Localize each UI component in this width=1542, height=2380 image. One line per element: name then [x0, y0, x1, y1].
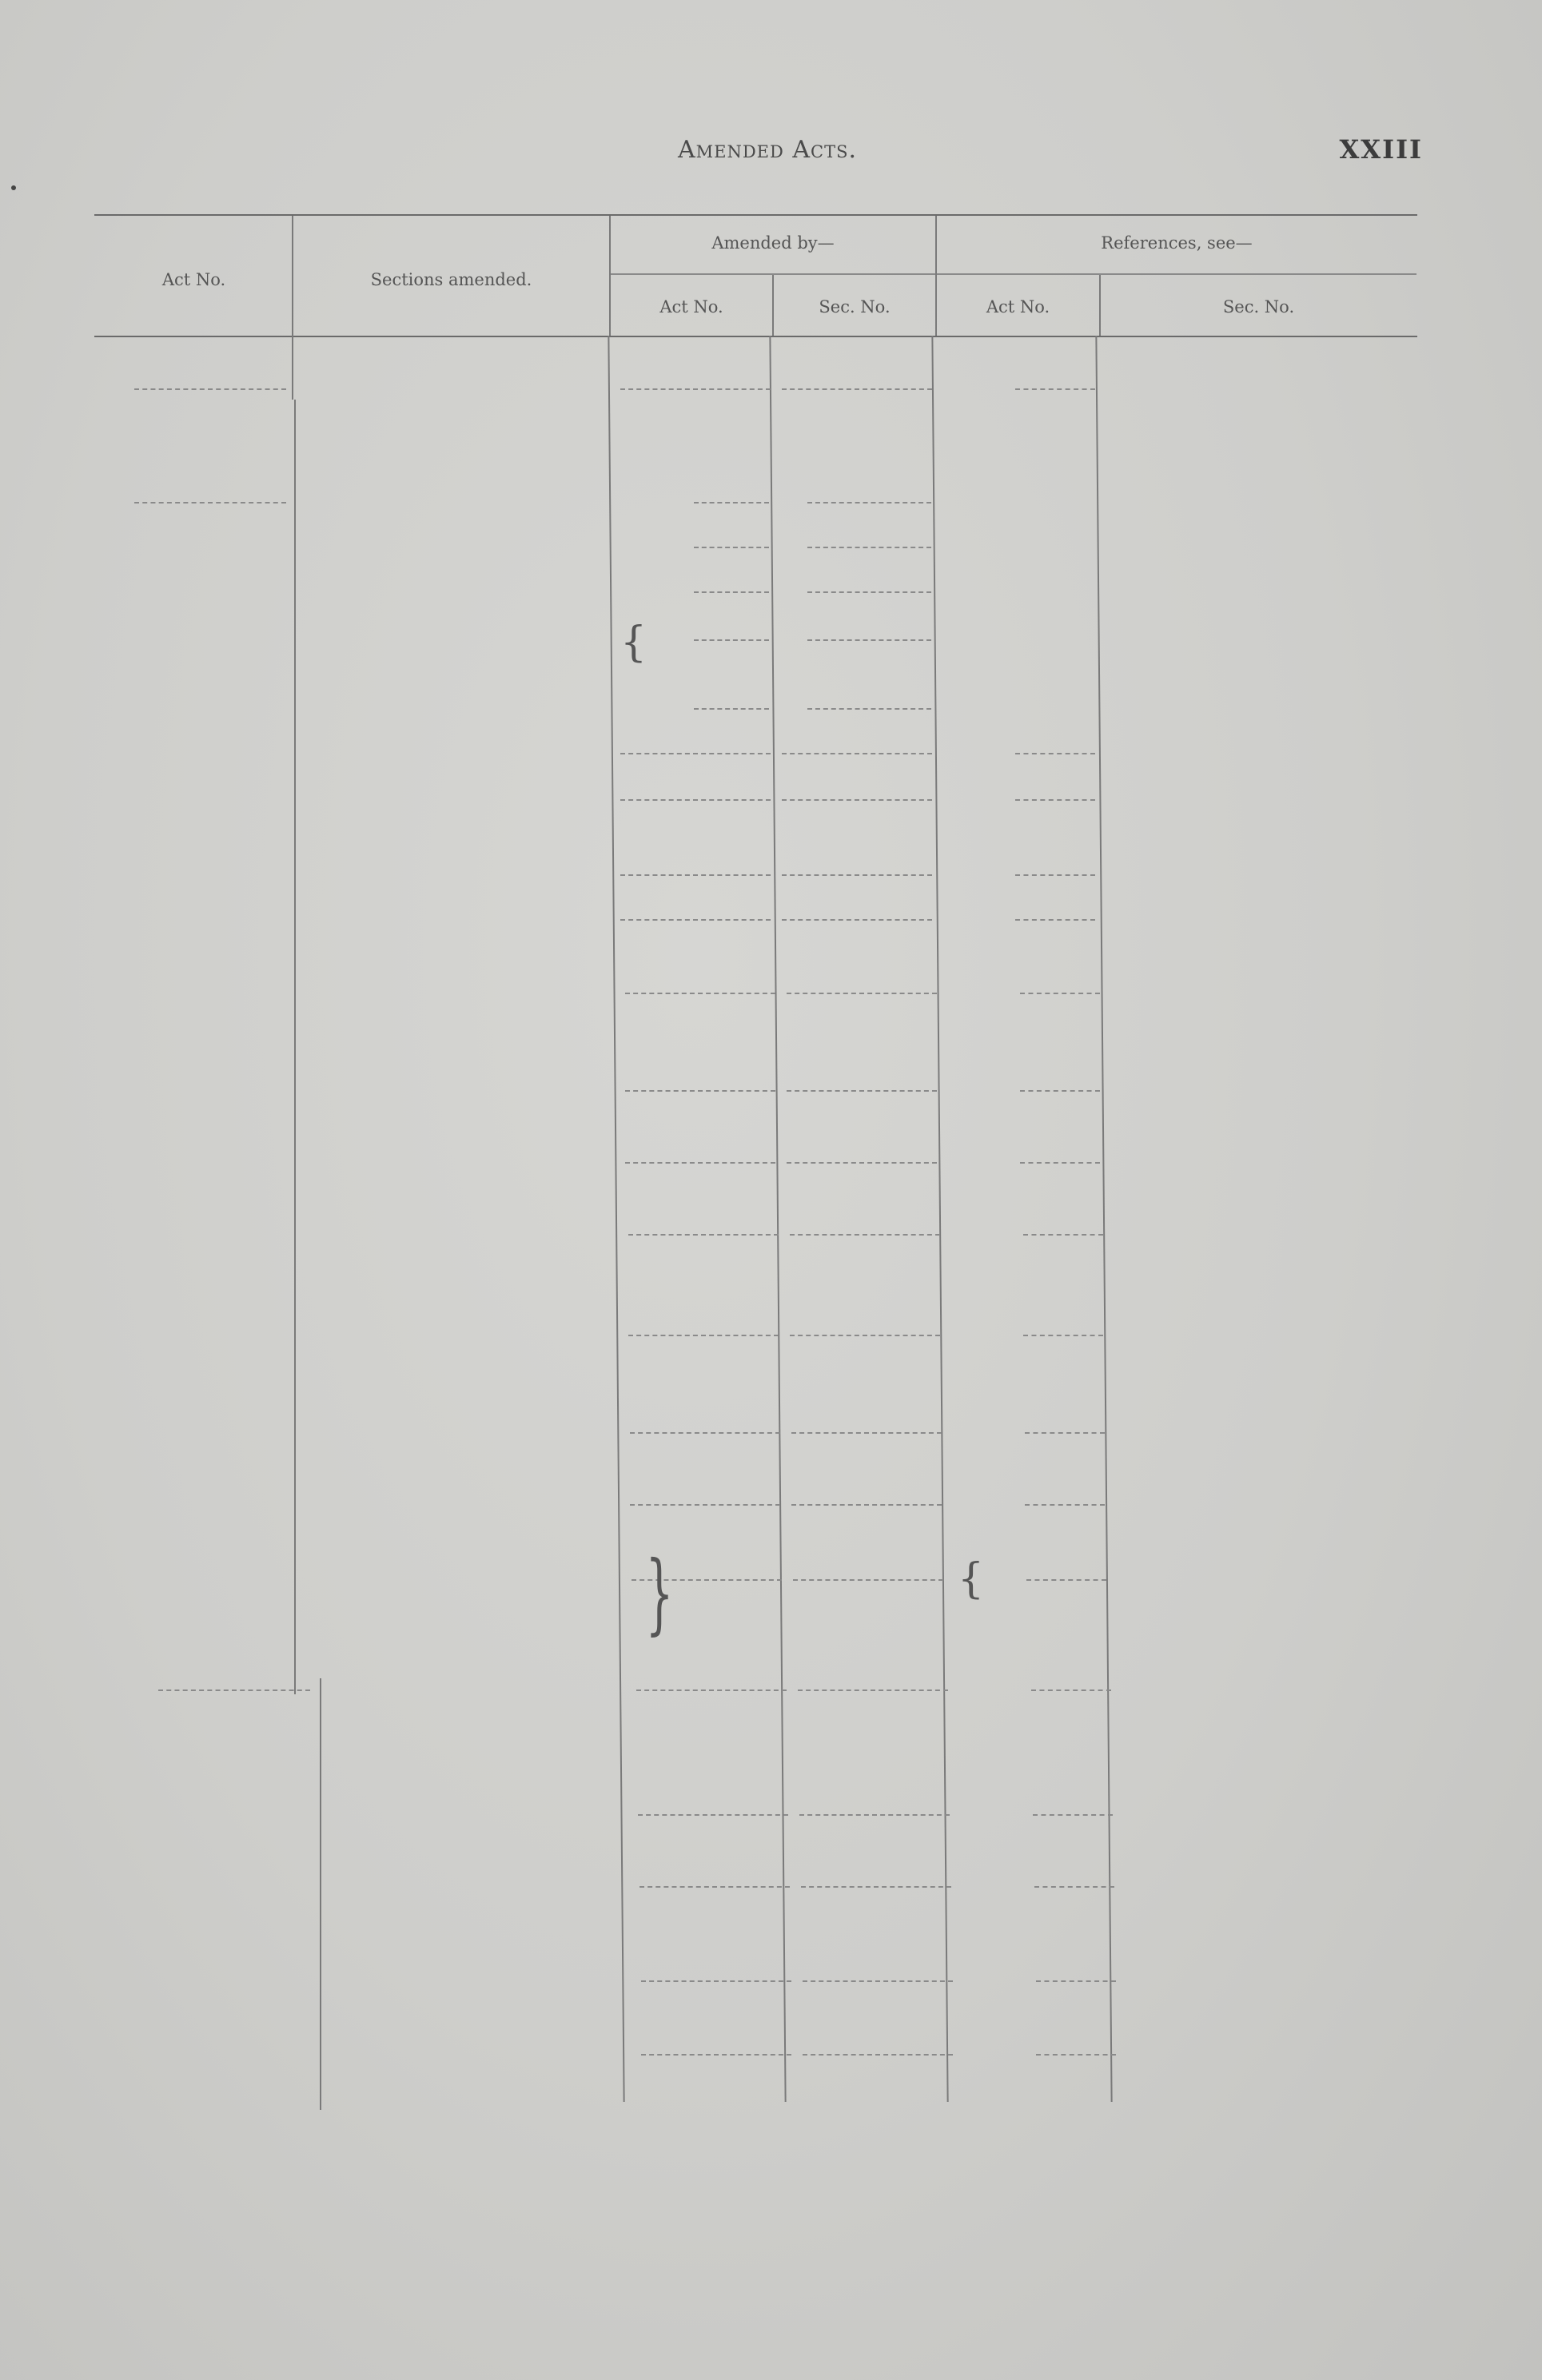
reference-act-leader: [1015, 919, 1095, 921]
empty-amended-sec-leader: [787, 993, 937, 994]
amended-act-leader: [694, 502, 769, 503]
reference-act-leader: [1033, 1814, 1113, 1816]
reference-act-leader: [1015, 753, 1095, 754]
header-ref-act-no: Act No.: [986, 297, 1050, 316]
amended-sec-leader: [807, 591, 931, 593]
empty-amended-sec-leader: [790, 1234, 940, 1236]
empty-amended-act-leader: [620, 799, 771, 801]
reference-act-leader: [1020, 1162, 1100, 1164]
reference-act-leader: [1036, 1980, 1116, 1982]
amended-act-leader: [694, 639, 769, 641]
page-title: Amended Acts.: [677, 136, 858, 164]
empty-amended-sec-leader: [787, 1162, 937, 1164]
column-divider-2-lower: [608, 336, 624, 2102]
empty-amended-sec-leader: [791, 1504, 942, 1506]
reference-act-leader: [1025, 1504, 1105, 1506]
empty-amended-act-leader: [625, 1090, 775, 1092]
empty-amended-act-leader: [630, 1504, 780, 1506]
column-divider-1: [292, 216, 293, 400]
brace-traveling-expenses: }: [645, 1542, 674, 1644]
reference-act-leader: [1026, 1579, 1106, 1581]
empty-amended-sec-leader: [782, 753, 932, 754]
act-leader: [134, 502, 286, 503]
reference-act-leader: [1023, 1335, 1103, 1336]
amended-act-leader: [694, 591, 769, 593]
amended-sec-leader: [807, 639, 931, 641]
reference-act-leader: [1020, 1090, 1100, 1092]
empty-amended-act-leader: [628, 1335, 779, 1336]
empty-amended-sec-leader: [798, 1689, 948, 1691]
empty-amended-sec-leader: [782, 919, 932, 921]
header-references: References, see—: [1101, 233, 1253, 253]
reference-act-leader: [1034, 1886, 1114, 1888]
reference-act-leader: [1031, 1689, 1111, 1691]
header-amended-sec-no: Sec. No.: [819, 297, 891, 316]
ink-speck: [11, 185, 16, 190]
act-leader: [158, 1689, 310, 1691]
empty-amended-act-leader: [641, 1980, 791, 1982]
page-number: XXIII: [1339, 134, 1423, 165]
reference-act-leader: [1023, 1234, 1103, 1236]
empty-amended-act-leader: [640, 1886, 790, 1888]
brace-1482-1529: {: [958, 1555, 985, 1603]
reference-act-leader: [1015, 799, 1095, 801]
empty-amended-sec-leader: [799, 1814, 950, 1816]
reference-act-leader: [1015, 388, 1095, 390]
header-sections-amended: Sections amended.: [370, 270, 532, 289]
empty-amended-act-leader: [641, 2054, 791, 2056]
brace-1401-1482: {: [620, 619, 647, 667]
amended-sec-leader: [807, 708, 931, 710]
column-divider-4-lower: [931, 336, 948, 2102]
column-divider-1-bottom: [320, 1678, 321, 2110]
header-ref-sec-no: Sec. No.: [1222, 297, 1295, 316]
column-divider-5-lower: [1095, 336, 1112, 2102]
empty-amended-sec-leader: [787, 1090, 937, 1092]
reference-act-leader: [1025, 1432, 1105, 1434]
empty-amended-act-leader: [625, 993, 775, 994]
empty-amended-act-leader: [625, 1162, 775, 1164]
column-divider-3-lower: [769, 336, 786, 2102]
empty-amended-act-leader: [620, 753, 771, 754]
empty-amended-act-leader: [620, 919, 771, 921]
amended-sec-leader: [807, 502, 931, 503]
header-act-no: Act No.: [161, 270, 226, 289]
header-amended-act-no: Act No.: [659, 297, 723, 316]
empty-amended-sec-leader: [803, 2054, 953, 2056]
amended-act-leader: [694, 708, 769, 710]
reference-act-leader: [1020, 993, 1100, 994]
empty-amended-sec-leader: [782, 799, 932, 801]
empty-amended-act-leader: [630, 1432, 780, 1434]
empty-amended-sec-leader: [803, 1980, 953, 1982]
reference-act-leader: [1036, 2054, 1116, 2056]
empty-amended-sec-leader: [782, 388, 932, 390]
empty-amended-act-leader: [638, 1814, 788, 1816]
header-amended-by: Amended by—: [711, 233, 835, 253]
reference-act-leader: [1015, 874, 1095, 876]
amended-sec-leader: [807, 547, 931, 548]
empty-amended-sec-leader: [791, 1432, 942, 1434]
column-divider-1-lower: [294, 400, 296, 1694]
empty-amended-sec-leader: [793, 1579, 943, 1581]
empty-amended-act-leader: [620, 874, 771, 876]
empty-amended-sec-leader: [790, 1335, 940, 1336]
act-leader: [134, 388, 286, 390]
empty-amended-sec-leader: [801, 1886, 951, 1888]
amended-act-leader: [694, 547, 769, 548]
table-header-mid-rule: [609, 273, 1416, 275]
empty-amended-act-leader: [628, 1234, 779, 1236]
empty-amended-sec-leader: [782, 874, 932, 876]
empty-amended-act-leader: [636, 1689, 787, 1691]
empty-amended-act-leader: [620, 388, 771, 390]
